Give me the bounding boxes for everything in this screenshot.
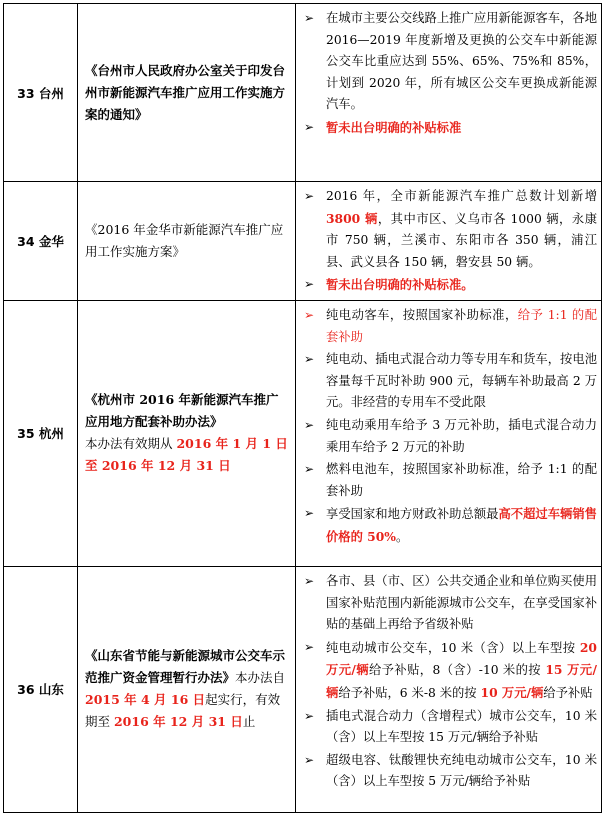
arrow-bullet-icon: ➢ — [304, 119, 315, 134]
arrow-bullet-icon: ➢ — [304, 277, 315, 292]
arrow-bullet-icon: ➢ — [304, 417, 315, 432]
details-list — [302, 571, 597, 793]
arrow-bullet-icon: ➢ — [304, 462, 315, 477]
detail-bullet — [302, 305, 597, 348]
details-list — [302, 186, 597, 297]
detail-bullet — [302, 459, 597, 502]
document-cell — [78, 566, 296, 812]
end-date: 2016 年 12 月 31 日 — [113, 714, 243, 730]
detail-text: 给予补贴，8（含）-10 米的按 — [368, 663, 546, 678]
detail-text: 各市、县（市、区）公共交通企业和单位购买使用国家补贴范围内新能源城市公交车，在享受国家补贴的基础上再给予省级补贴 — [326, 573, 597, 632]
arrow-bullet-icon: ➢ — [304, 307, 315, 322]
detail-bullet — [302, 415, 597, 458]
detail-text: ，其中市区、义乌市各 1000 辆，永康市 750 辆，兰溪市、东阳市各 350 辆，浦江县、武义县各 150 辆，磐安县 50 辆。 — [326, 211, 597, 269]
detail-text: 。 — [395, 529, 409, 544]
arrow-bullet-icon: ➢ — [304, 506, 315, 521]
city-label: 35 杭州 — [17, 426, 64, 442]
detail-text: 纯电动、插电式混合动力等专用车和货车，按电池容量每千瓦时补助 900 元，每辆车补助最高 2 万元。非经营的专用车不受此限 — [326, 352, 597, 410]
arrow-bullet-icon: ➢ — [304, 708, 315, 723]
detail-text: 纯电动客车，按照国家补助标准， — [326, 307, 518, 322]
detail-bullet — [302, 274, 597, 297]
document-title: 《台州市人民政府办公室关于印发台州市新能源汽车推广应用工作实施方案的通知》 — [85, 62, 286, 122]
arrow-bullet-icon: ➢ — [304, 352, 315, 367]
detail-text: 高不超过车辆销售价格的 50% — [326, 506, 597, 544]
policy-table — [3, 3, 602, 813]
detail-bullet — [302, 8, 597, 116]
detail-text: 暂未出台明确的补贴标准。 — [326, 277, 474, 293]
validity-note-suffix: 止 — [242, 714, 256, 730]
details-cell — [296, 4, 602, 182]
detail-text: 纯电动城市公交车，10 米（含）以上车型按 — [326, 640, 580, 655]
city-cell — [4, 300, 78, 566]
arrow-bullet-icon: ➢ — [304, 752, 315, 767]
document-title: 《2016 年金华市新能源汽车推广应用工作实施方案》 — [85, 221, 284, 259]
detail-text: 3800 辆 — [326, 210, 378, 226]
arrow-bullet-icon: ➢ — [304, 573, 315, 588]
detail-bullet — [302, 750, 597, 793]
arrow-bullet-icon: ➢ — [304, 189, 315, 203]
detail-text: 10 万元/辆 — [480, 684, 544, 700]
detail-bullet — [302, 706, 597, 749]
details-list — [302, 8, 597, 140]
validity-note: 本办法自 — [235, 670, 286, 686]
city-label: 33 台州 — [17, 85, 64, 101]
city-cell — [4, 182, 78, 301]
detail-text: 2016 年，全市新能源汽车推广总数计划新增 — [326, 189, 597, 203]
table-row — [4, 566, 602, 812]
detail-text: 纯电动乘用车给予 3 万元补助，插电式混合动力乘用车给予 2 万元的补助 — [326, 417, 597, 454]
document-title: 《杭州市 2016 年新能源汽车推广应用地方配套补助办法》 — [85, 392, 279, 430]
city-label: 36 山东 — [17, 682, 64, 698]
arrow-bullet-icon: ➢ — [304, 11, 315, 25]
details-cell — [296, 182, 602, 301]
details-cell — [296, 566, 602, 812]
start-date: 2015 年 4 月 16 日 — [85, 692, 206, 708]
detail-text: 享受国家和地方财政补助总额最 — [326, 507, 499, 522]
details-list — [302, 305, 597, 549]
detail-bullet — [302, 349, 597, 414]
detail-text: 超级电容、钛酸锂快充纯电动城市公交车，10 米（含）以上车型按 5 万元/辆给予补贴 — [326, 752, 597, 789]
detail-text: 燃料电池车，按照国家补助标准，给予 1:1 的配套补助 — [326, 462, 597, 498]
detail-text: 在城市主要公交线路上推广应用新能源客车，各地 2016—2019 年度新增及更换的公交车中新能源公交车比重应达到 55%、65%、75%和 85%，计划到 2020 年，所有城区公交车更换成新能源汽车。 — [326, 11, 597, 112]
document-cell — [78, 4, 296, 182]
city-cell — [4, 4, 78, 182]
detail-text: 给予 1:1 的配套补助 — [326, 307, 597, 344]
detail-text: 给予补贴 — [543, 685, 593, 700]
detail-text: 20 万元/辆 — [326, 639, 597, 678]
city-cell — [4, 566, 78, 812]
detail-text: 插电式混合动力（含增程式）城市公交车，10 米（含）以上车型按 15 万元/辆给予补贴 — [326, 708, 597, 745]
detail-text: 15 万元/辆 — [326, 662, 597, 700]
validity-note: 本办法有效期从 — [85, 436, 177, 452]
detail-bullet — [302, 186, 597, 273]
detail-bullet — [302, 117, 597, 140]
document-cell — [78, 182, 296, 301]
table-row — [4, 4, 602, 182]
detail-bullet — [302, 503, 597, 548]
city-label: 34 金华 — [17, 233, 64, 249]
table-row — [4, 300, 602, 566]
detail-bullet — [302, 571, 597, 636]
detail-bullet — [302, 637, 597, 705]
document-cell — [78, 300, 296, 566]
table-row — [4, 182, 602, 301]
details-cell — [296, 300, 602, 566]
arrow-bullet-icon: ➢ — [304, 639, 315, 654]
detail-text: 暂未出台明确的补贴标准 — [326, 119, 462, 135]
document-title: 《山东省节能与新能源城市公交车示范推广资金管理暂行办法》 — [85, 648, 286, 686]
validity-note-mid: 起实行，有效期至 — [85, 692, 281, 730]
validity-period: 2016 年 1 月 1 日至 2016 年 12 月 31 日 — [85, 436, 288, 474]
detail-text: 给予补贴，6 米-8 米的按 — [338, 685, 481, 700]
